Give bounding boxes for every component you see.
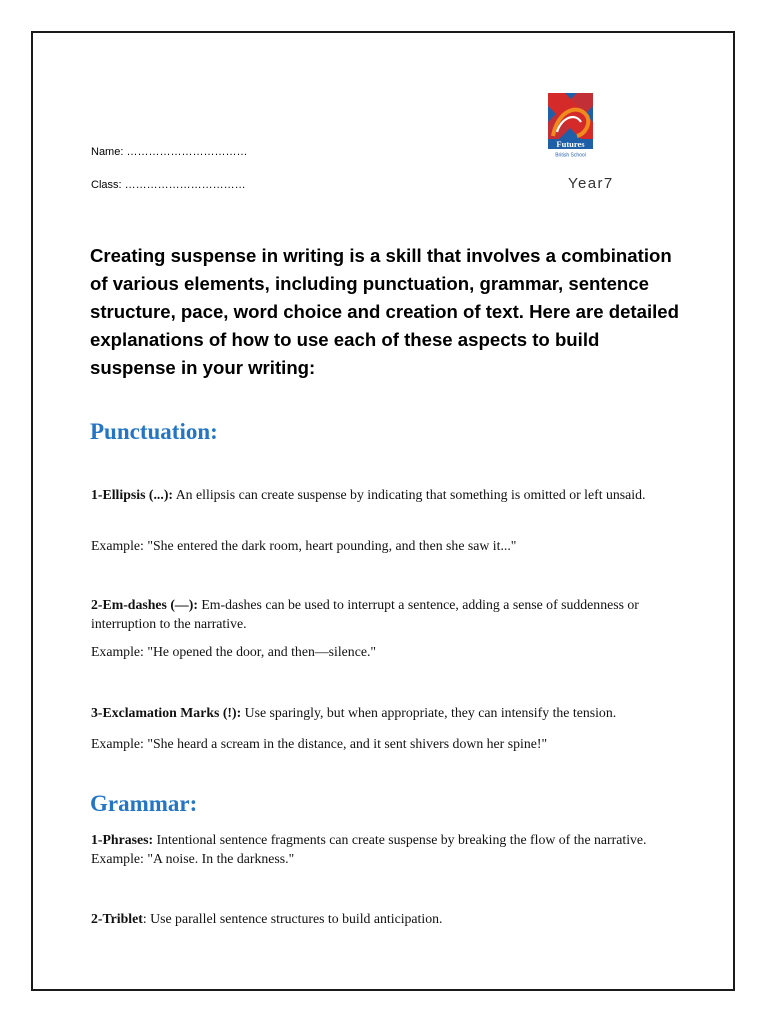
grammar-item-triblet [91, 909, 687, 928]
item-term: 1-Ellipsis (...): [91, 487, 174, 502]
item-text: : Use parallel sentence structures to build anticipation. [142, 911, 443, 926]
punctuation-item-exclamation [91, 703, 687, 722]
grammar-heading: Grammar: [90, 791, 198, 816]
item-term: 2-Triblet [91, 911, 143, 926]
item-term: 1-Phrases: [91, 832, 154, 847]
punctuation-heading: Punctuation: [90, 419, 218, 444]
name-field: Name: …………………………… [91, 146, 248, 158]
year-label: Year7 [568, 175, 614, 192]
school-logo [547, 92, 594, 160]
item-term: 3-Exclamation Marks (!): [91, 705, 242, 720]
item-text: Intentional sentence fragments can create suspense by breaking the flow of the narrative. Example: "A noise. In the darkness." [91, 832, 647, 866]
item-text: Use sparingly, but when appropriate, they can intensify the tension. [241, 705, 617, 720]
item-text: Em-dashes can be used to interrupt a sentence, adding a sense of suddenness or interruption to the narrative. [91, 597, 639, 631]
logo-name: Futures [556, 139, 585, 149]
logo-subtitle: British School [555, 152, 586, 159]
class-field: Class: …………………………… [91, 179, 246, 191]
item-text: An ellipsis can create suspense by indicating that something is omitted or left unsaid. [173, 487, 646, 502]
item-term: 2-Em-dashes (—): [91, 597, 198, 612]
punctuation-example-exclamation: Example: "She heard a scream in the distance, and it sent shivers down her spine!" [91, 736, 548, 751]
grammar-item-phrases [91, 830, 687, 868]
punctuation-item-em-dashes [91, 595, 687, 633]
punctuation-example-ellipsis: Example: "She entered the dark room, heart pounding, and then she saw it..." [91, 538, 517, 553]
punctuation-example-em-dashes: Example: "He opened the door, and then—silence." [91, 644, 377, 659]
punctuation-item-ellipsis [91, 485, 687, 504]
futures-logo-icon [547, 92, 594, 160]
intro-paragraph: Creating suspense in writing is a skill that involves a combination of various elements, including punctuation, grammar, sentence structure, pace, word choice and creation of text. Here are detailed explanations of how to use each of these aspects to build suspense in your writing: [90, 245, 679, 378]
